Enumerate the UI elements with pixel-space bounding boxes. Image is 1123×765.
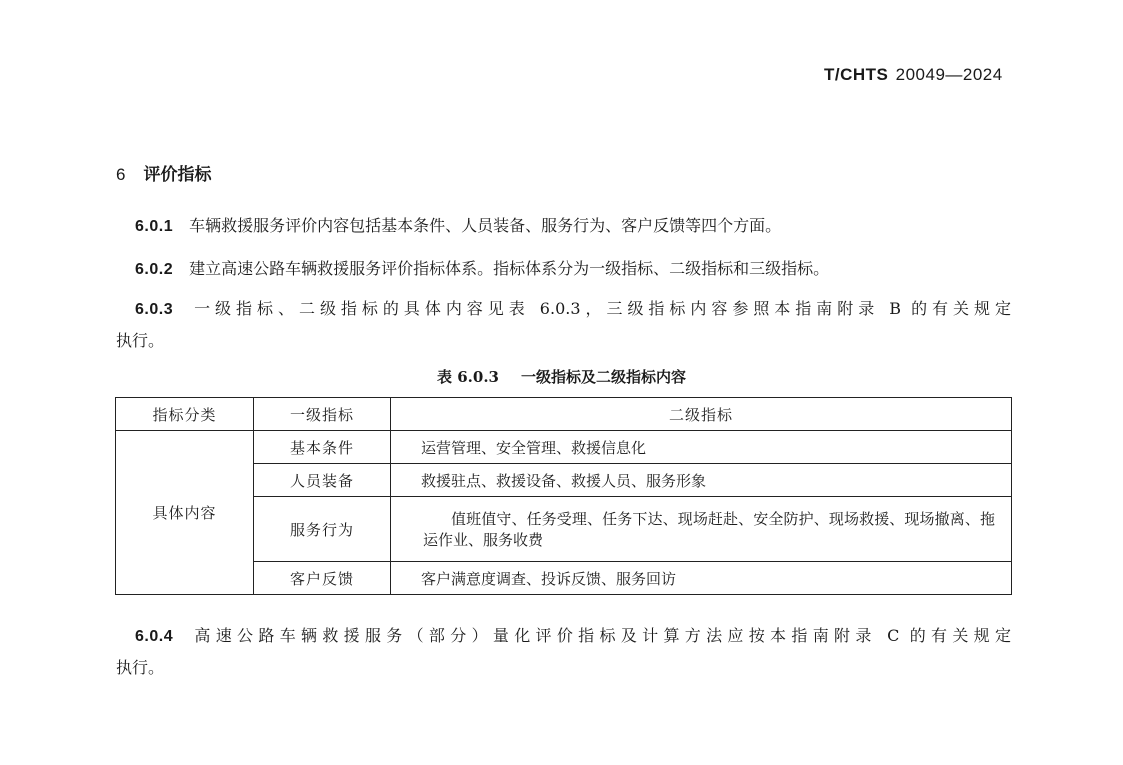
paragraph-6-0-1 bbox=[116, 210, 1011, 242]
paragraph-6-0-2 bbox=[116, 253, 1011, 285]
table-caption bbox=[0, 366, 1123, 387]
header-level2: 二级指标 bbox=[391, 398, 1012, 431]
level2-cell: 运营管理、安全管理、救援信息化 bbox=[391, 431, 1012, 464]
paragraph-6-0-3 bbox=[116, 293, 1011, 356]
doc-code-number: 20049—2024 bbox=[895, 65, 1003, 84]
doc-code-prefix: T/CHTS bbox=[824, 65, 889, 84]
section-title: 评价指标 bbox=[143, 165, 212, 185]
table-title: 一级指标及二级指标内容 bbox=[520, 368, 686, 386]
clause-text-line1: 一级指标、二级指标的具体内容见表 6.0.3，三级指标内容参照本指南附录 B 的有关规定 bbox=[189, 299, 1011, 318]
level1-cell: 服务行为 bbox=[254, 497, 391, 562]
clause-number: 6.0.1 bbox=[135, 218, 174, 235]
clause-text-line2: 执行。 bbox=[116, 658, 165, 677]
level1-cell: 人员装备 bbox=[254, 464, 391, 497]
paragraph-6-0-4 bbox=[116, 620, 1011, 683]
clause-number: 6.0.4 bbox=[135, 628, 174, 645]
clause-number: 6.0.3 bbox=[135, 301, 174, 318]
level2-line-1: 值班值守、任务受理、任务下达、现场赶赴、安全防护、现场救援、现场撤离、拖 bbox=[451, 510, 995, 528]
clause-line-1 bbox=[116, 620, 1011, 652]
level1-cell: 客户反馈 bbox=[254, 562, 391, 595]
clause-text-line1: 高速公路车辆救援服务（部分）量化评价指标及计算方法应按本指南附录 C 的有关规定 bbox=[189, 626, 1011, 645]
table-row bbox=[116, 431, 1012, 464]
clause-text: 车辆救援服务评价内容包括基本条件、人员装备、服务行为、客户反馈等四个方面。 bbox=[189, 216, 782, 235]
table-header-row bbox=[116, 398, 1012, 431]
category-cell: 具体内容 bbox=[116, 431, 254, 595]
clause-text: 建立高速公路车辆救援服务评价指标体系。指标体系分为一级指标、二级指标和三级指标。 bbox=[189, 259, 830, 278]
indicator-table bbox=[115, 397, 1012, 595]
table-number: 表 6.0.3 bbox=[437, 368, 499, 386]
section-heading bbox=[116, 160, 211, 185]
document-code bbox=[824, 65, 1003, 85]
level2-cell: 救援驻点、救援设备、救援人员、服务形象 bbox=[391, 464, 1012, 497]
clause-number: 6.0.2 bbox=[135, 261, 174, 278]
clause-line-1 bbox=[116, 293, 1011, 325]
level2-line-2: 运作业、服务收费 bbox=[423, 531, 544, 549]
header-level1: 一级指标 bbox=[254, 398, 391, 431]
clause-text-line2: 执行。 bbox=[116, 331, 165, 350]
level2-cell: 客户满意度调查、投诉反馈、服务回访 bbox=[391, 562, 1012, 595]
header-category: 指标分类 bbox=[116, 398, 254, 431]
level1-cell: 基本条件 bbox=[254, 431, 391, 464]
section-number: 6 bbox=[116, 165, 126, 184]
level2-cell bbox=[391, 497, 1012, 562]
